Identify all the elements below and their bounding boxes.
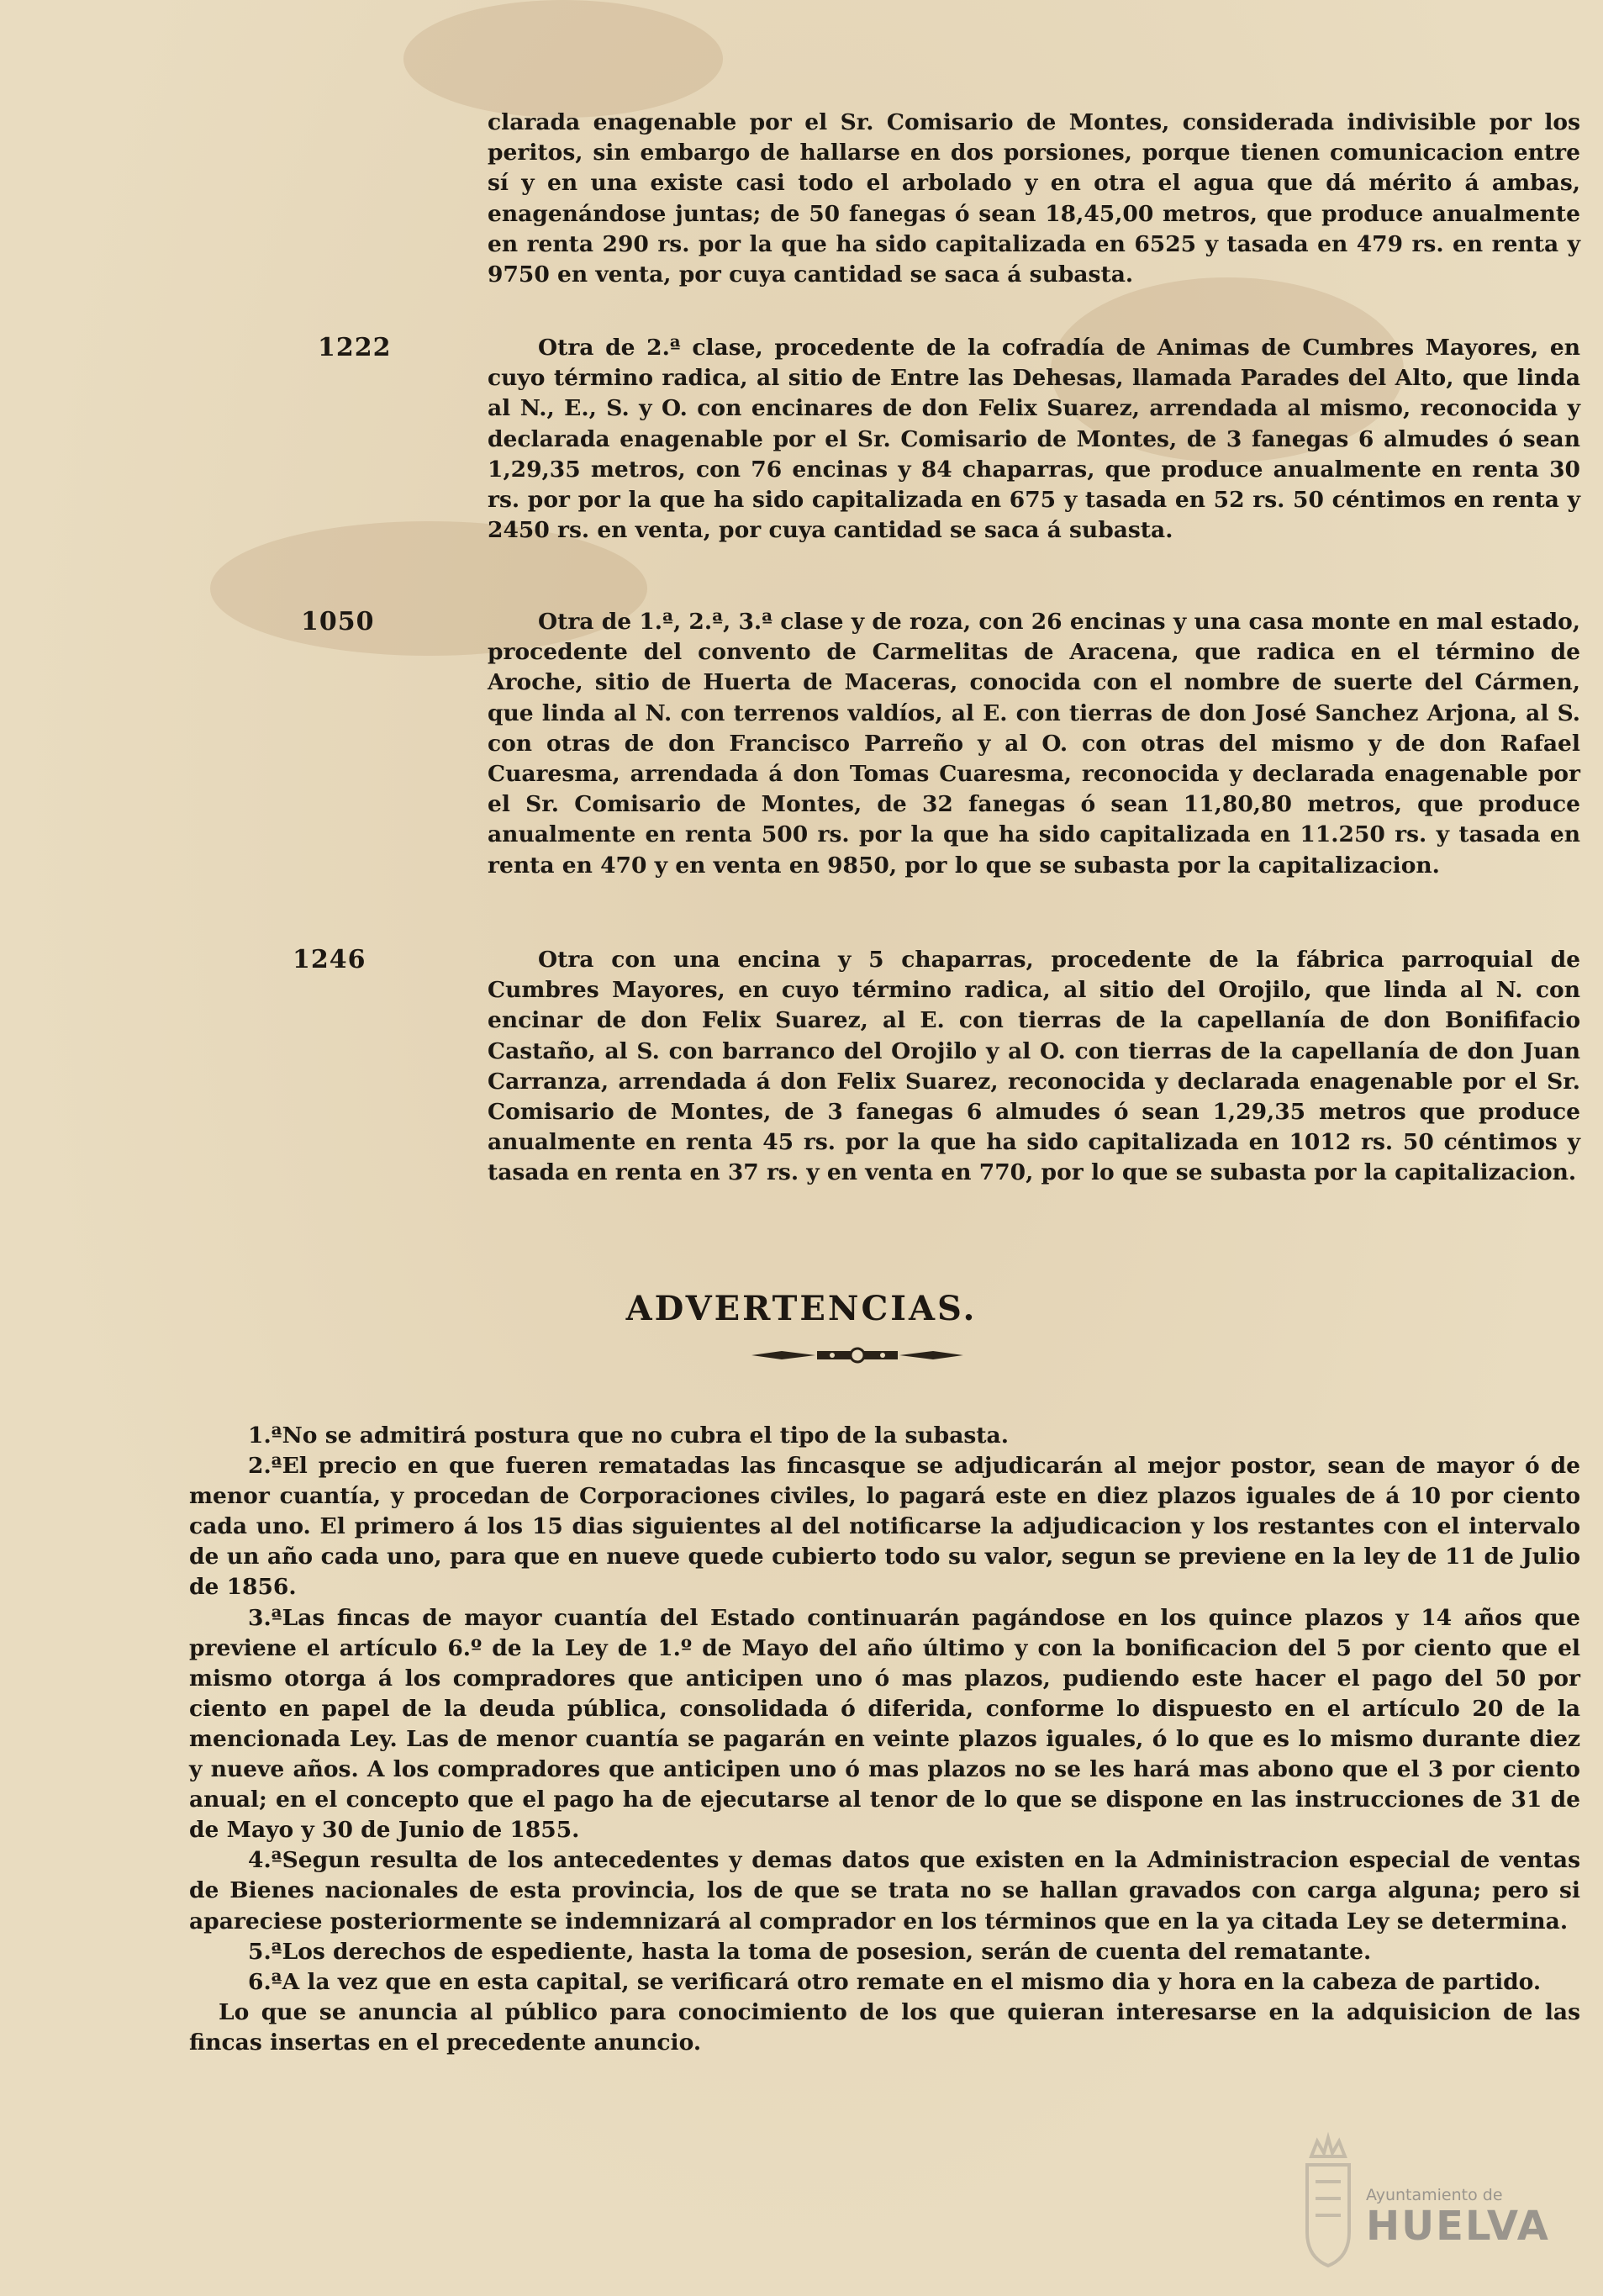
- entry-text: Otra de 2.ª clase, procedente de la cofradía de Animas de Cumbres Mayores, en cuyo término radica, al sitio de Entre las Dehesas, llamada Parades del Alto, que linda al N., E., S. y O. con encinares de don Felix Suarez, arrendada al mismo, reconocida y declarada enagenable por el Sr. Comisario de Montes, de 3 fanegas 6 almudes ó sean 1,29,35 metros, con 76 encinas y 84 chaparras, que produce anualmente en renta 30 rs. por por la que ha sido capitalizada en 675 y tasada en 52 rs. 50 céntimos en renta y 2450 rs. en venta, por cuya cantidad se saca á subasta.: [488, 335, 1580, 544]
- ornament-divider-icon: [748, 1345, 967, 1365]
- note-number: 5.ª: [248, 1938, 282, 1965]
- note-text: Las fincas de mayor cuantía del Estado continuarán pagándose en los quince plazos y 14 años que previene el artículo 6.º de la Ley de 1.º de Mayo del año último y con la bonificacion del 5 por ciento que el mismo otorga á los compradores que anticipen uno ó mas plazos, pudiendo este hacer el pago del 50 por ciento en papel de la deuda pública, consolidada ó diferida, conforme lo dispuesto en el artículo 20 de la mencionada Ley. Las de menor cuantía se pagarán en veinte plazos iguales, ó lo que es lo mismo durante diez y nueve años. A los compradores que anticipen uno ó mas plazos no se les hará mas abono que el 3 por ciento anual; en el concepto que el pago ha de ejecutarse al tenor de lo que se dispone en las instrucciones de 31 de de Mayo y 30 de Junio de 1855.: [189, 1604, 1580, 1844]
- note-number: 3.ª: [248, 1604, 282, 1631]
- note-number: 2.ª: [248, 1453, 282, 1480]
- entry-continuation-text: clarada enagenable por el Sr. Comisario de Montes, considerada indivisible por los peritos, sin embargo de hallarse en dos porsiones, porque tienen comunicacion entre sí y en una existe casi todo el arbolado y en otra el agua que dá mérito á ambas, enagenándose juntas; de 50 fanegas ó sean 18,45,00 metros, que produce anualmente en renta 290 rs. por la que ha sido capitalizada en 6525 y tasada en 479 rs. en renta y 9750 en venta, por cuya cantidad se saca á subasta.: [488, 109, 1580, 288]
- note-text: A la vez que en esta capital, se verificará otro remate en el mismo dia y hora en la cabeza de partido.: [282, 1968, 1542, 1995]
- note-number: 4.ª: [248, 1847, 282, 1874]
- note-number: 1.ª: [248, 1422, 282, 1449]
- note-text: Los derechos de espediente, hasta la toma de posesion, serán de cuenta del rematante.: [282, 1938, 1372, 1965]
- watermark-line2: HUELVA: [1366, 2203, 1550, 2250]
- note-item: [189, 1603, 1580, 1846]
- note-text: El precio en que fueren rematadas las fincasque se adjudicarán al mejor postor, sean de mayor ó de menor cuantía, y procedan de Corporaciones civiles, lo pagará este en diez plazos iguales de á 10 por ciento cada uno. El primero á los 15 dias siguientes al del notificarse la adjudicacion y los restantes con el intervalo de un año cada uno, para que en nueve quede cubierto todo su valor, segun se previene en la ley de 11 de Julio de 1856.: [189, 1453, 1580, 1601]
- note-text: Segun resulta de los antecedentes y demas datos que existen en la Administracion especial de ventas de Bienes nacionales de esta provincia, los de que se trata no se hallan gravados con carga alguna; pero si apareciese posteriormente se indemnizará al comprador en los términos que en la ya citada Ley se determina.: [189, 1847, 1580, 1934]
- stain: [403, 0, 723, 118]
- note-item: [189, 1421, 1580, 1451]
- note-item: [189, 1451, 1580, 1602]
- advertencias-list: [189, 1421, 1580, 2058]
- entry-number: 1246: [293, 945, 366, 974]
- entry-text: Otra de 1.ª, 2.ª, 3.ª clase y de roza, con 26 encinas y una casa monte en mal estado, procedente del convento de Carmelitas de Aracena, que radica en el término de Aroche, sitio de Huerta de Maceras, conocida con el nombre de suerte del Cármen, que linda al N. con terrenos valdíos, al E. con tierras de don José Sanchez Arjona, al S. con otras de don Francisco Parreño y al O. con otras del mismo y de don Rafael Cuaresma, arrendada á don Tomas Cuaresma, reconocida y declarada enagenable por el Sr. Comisario de Montes, de 32 fanegas ó sean 11,80,80 metros, que produce anualmente en renta 500 rs. por la que ha sido capitalizada en 11.250 rs. y tasada en renta en 470 y en venta en 9850, por lo que se subasta por la capitalizacion.: [488, 609, 1580, 879]
- section-heading: ADVERTENCIAS.: [625, 1289, 978, 1328]
- watermark-line1: Ayuntamiento de: [1366, 2186, 1503, 2204]
- closing-paragraph: [189, 1998, 1580, 2058]
- note-text: Lo que se anuncia al público para conocimiento de los que quieran interesarse en la adquisicion de las fincas insertas en el precedente anuncio.: [189, 1998, 1580, 2056]
- entry-number: 1222: [318, 333, 392, 362]
- note-text: No se admitirá postura que no cubra el tipo de la subasta.: [282, 1422, 1009, 1449]
- archive-watermark: [1366, 2186, 1576, 2248]
- note-number: 6.ª: [248, 1968, 282, 1995]
- entry-number: 1050: [301, 607, 375, 636]
- note-item: [189, 1845, 1580, 1936]
- note-item: [189, 1937, 1580, 1967]
- note-item: [189, 1967, 1580, 1998]
- entry-text: Otra con una encina y 5 chaparras, procedente de la fábrica parroquial de Cumbres Mayores, en cuyo término radica, al sitio del Orojilo, que linda al N. con encinar de don Felix Suarez, al E. con tierras de la capellanía de don Bonififacio Castaño, al S. con barranco del Orojilo y al O. con tierras de la capellanía de don Juan Carranza, arrendada á don Felix Suarez, reconocida y declarada enagenable por el Sr. Comisario de Montes, de 3 fanegas 6 almudes ó sean 1,29,35 metros que produce anualmente en renta 45 rs. por la que ha sido capitalizada en 1012 rs. 50 céntimos y tasada en renta en 37 rs. y en venta en 770, por lo que se subasta por la capitalizacion.: [488, 947, 1580, 1186]
